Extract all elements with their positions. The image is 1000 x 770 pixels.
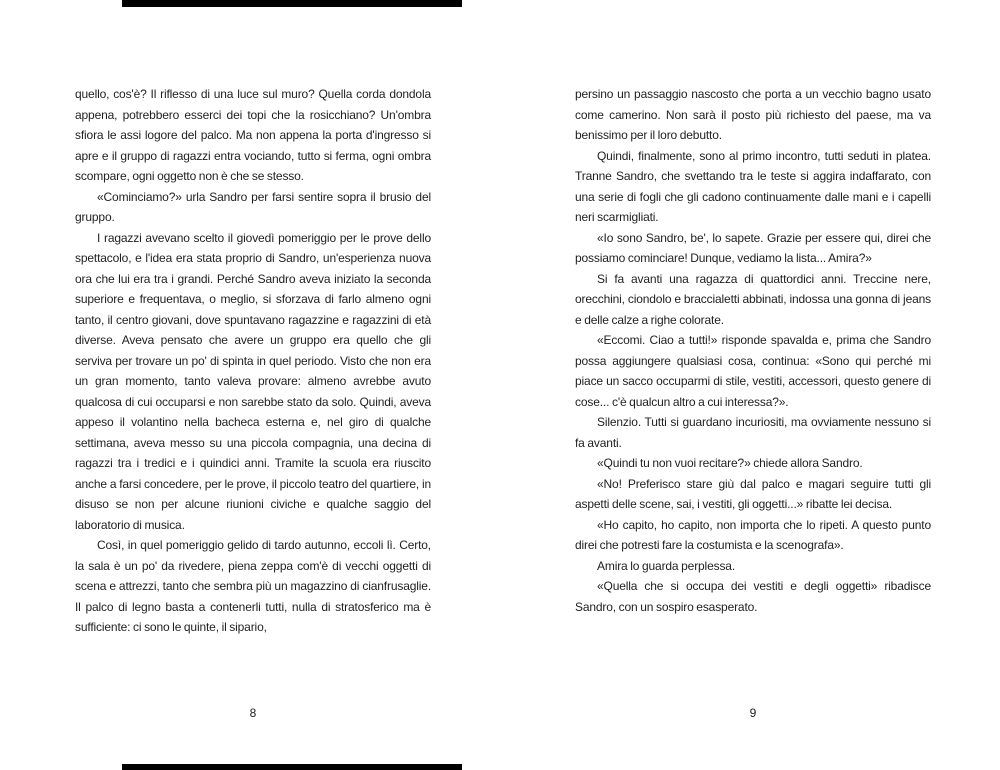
paragraph: «Cominciamo?» urla Sandro per farsi sentire sopra il brusio del gruppo. [75, 189, 431, 224]
page-left-text [75, 84, 431, 638]
paragraph: Così, in quel pomeriggio gelido di tardo autunno, eccoli lì. Certo, la sala è un po' da rivedere, piena zeppa com'è di vecchi oggetti di scena e attrezzi, tanto che sembra più un magazzino di cianfrusaglie. Il palco di legno basta a contenerli tutti, nulla di stratosferico ma è sufficiente: ci sono le quinte, il sipario, [75, 538, 431, 634]
page-right-text [575, 84, 931, 617]
page-right [575, 0, 931, 770]
paragraph: Silenzio. Tutti si guardano incuriositi, ma ovviamente nessuno si fa avanti. [575, 415, 931, 450]
paragraph: persino un passaggio nascosto che porta a un vecchio bagno usato come camerino. Non sarà il posto più richiesto del paese, ma va benissimo per il loro debutto. [575, 87, 931, 142]
paragraph: quello, cos'è? Il riflesso di una luce sul muro? Quella corda dondola appena, potrebbero esserci dei topi che la rosicchiano? Un'ombra sfiora le assi logore del palco. Ma non appena la porta d'ingresso si apre e il gruppo di ragazzi entra vociando, tutto si ferma, ogni ombra scompare, ogni oggetto non è che se stesso. [75, 87, 431, 183]
paragraph: «Io sono Sandro, be', lo sapete. Grazie per essere qui, direi che possiamo cominciare! Dunque, vediamo la lista... Amira?» [575, 230, 931, 265]
paragraph: I ragazzi avevano scelto il giovedì pomeriggio per le prove dello spettacolo, e l'idea era stata proprio di Sandro, un'esperienza nuova ora che lui era tra i grandi. Perché Sandro aveva iniziato la seconda superiore e frequentava, o meglio, si sforzava di farlo almeno ogni tanto, il centro giovani, dove spuntavano ragazzine e ragazzini di età diverse. Aveva pensato che avere un gruppo era quello che gli serviva per trovare un po' di spinta in quel periodo. Visto che non era un gran momento, tanto valeva provare: almeno avrebbe avuto qualcosa di cui occuparsi e non sarebbe stato da solo. Quindi, aveva appeso il volantino nella bacheca esterna e, nel giro di qualche settimana, aveva messo su una piccola compagnia, una decina di ragazzi tra i tredici e i quindici anni. Tramite la scuola era riuscito anche a farsi concedere, per le prove, il piccolo teatro del quartiere, in disuso se non per alcune riunioni civiche e qualche saggio del laboratorio di musica. [75, 230, 431, 532]
paragraph: «Ho capito, ho capito, non importa che lo ripeti. A questo punto direi che potresti fare la costumista e la scenografa». [575, 517, 931, 552]
page-number-right: 9 [749, 706, 757, 720]
paragraph: «Quella che si occupa dei vestiti e degli oggetti» ribadisce Sandro, con un sospiro esasperato. [575, 579, 931, 614]
paragraph: Quindi, finalmente, sono al primo incontro, tutti seduti in platea. Tranne Sandro, che svettando tra le teste si aggira indaffarato, con una serie di fogli che gli cadono continuamente dalle mani e i capelli neri scarmigliati. [575, 148, 931, 224]
paragraph: Amira lo guarda perplessa. [597, 558, 736, 573]
page-number-left: 8 [249, 706, 257, 720]
paragraph: «Quindi tu non vuoi recitare?» chiede allora Sandro. [597, 456, 863, 470]
page-left [75, 0, 431, 770]
paragraph: «Eccomi. Ciao a tutti!» risponde spavalda e, prima che Sandro possa aggiungere qualsiasi cosa, continua: «Sono qui perché mi piace un sacco occuparmi di stile, vestiti, accessori, questo genere di cose... c'è qualcun altro a cui interessa?». [575, 333, 931, 409]
paragraph: «No! Preferisco stare giù dal palco e magari seguire tutti gli aspetti delle scene, sai, i vestiti, gli oggetti...» ribatte lei decisa. [575, 476, 931, 511]
scan-edge-bottom [122, 764, 462, 770]
paragraph: Si fa avanti una ragazza di quattordici anni. Treccine nere, orecchini, ciondolo e braccialetti abbinati, indossa una gonna di jeans e delle calze a righe colorate. [575, 271, 931, 327]
